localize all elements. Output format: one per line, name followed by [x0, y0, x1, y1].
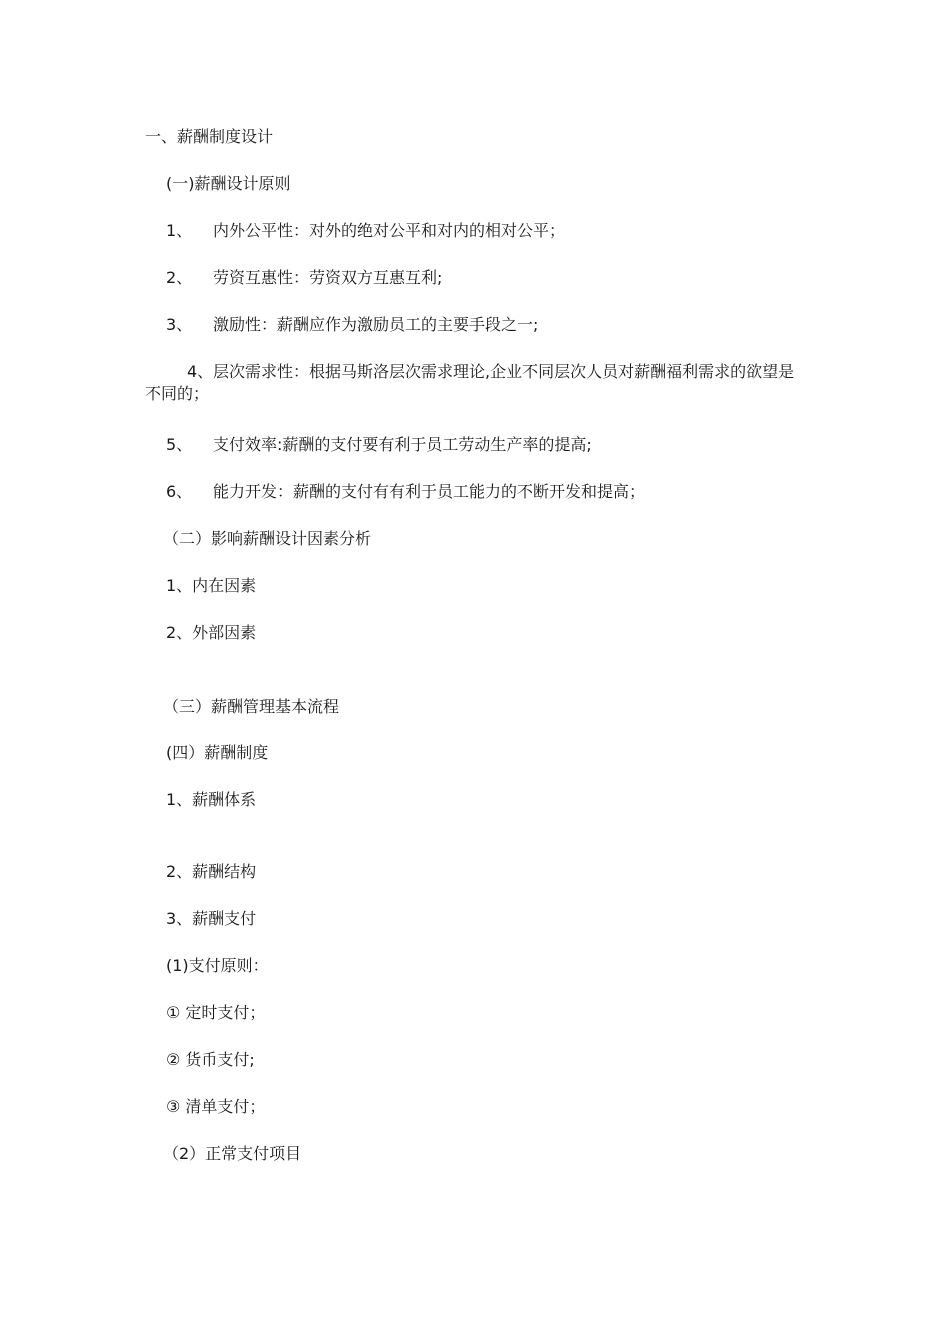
item-text: 能力开发：薪酬的支付有有利于员工能力的不断开发和提高； — [213, 482, 646, 501]
item-text: 层次需求性：根据马斯洛层次需求理论,企业不同层次人员对薪酬福利需求的欲望是不同的； — [145, 362, 795, 403]
item-text: 激励性：薪酬应作为激励员工的主要手段之一; — [213, 315, 539, 334]
item-number: 1、 — [166, 221, 193, 240]
section4-title: (四）薪酬制度 — [166, 743, 269, 762]
list-item: 2、外部因素 — [166, 623, 257, 642]
list-item — [145, 361, 805, 405]
section2-title: （二）影响薪酬设计因素分析 — [163, 529, 372, 548]
list-item: ① 定时支付； — [166, 1003, 266, 1022]
item-number: 6、 — [166, 482, 193, 501]
list-item: 1、内在因素 — [166, 576, 257, 595]
list-item — [166, 314, 538, 336]
payment-principles-title: (1)支付原则： — [166, 956, 269, 975]
item-number: 2、 — [166, 268, 193, 287]
section3-title: （三）薪酬管理基本流程 — [163, 697, 340, 716]
item-text: 内外公平性：对外的绝对公平和对内的相对公平； — [213, 221, 566, 240]
document-heading: 一、薪酬制度设计 — [145, 127, 274, 146]
list-item: ③ 清单支付； — [166, 1097, 266, 1116]
list-item — [166, 481, 645, 503]
list-item: 3、薪酬支付 — [166, 909, 257, 928]
normal-payment-items-title: （2）正常支付项目 — [163, 1144, 302, 1163]
section1-title: (一)薪酬设计原则 — [166, 174, 291, 193]
list-item — [166, 267, 442, 289]
item-number: 4、 — [187, 362, 214, 381]
list-item: 2、薪酬结构 — [166, 862, 257, 881]
list-item — [166, 434, 592, 456]
item-text: 劳资互惠性：劳资双方互惠互利; — [213, 268, 443, 287]
item-number: 3、 — [166, 315, 193, 334]
list-item — [166, 220, 565, 242]
list-item: 1、薪酬体系 — [166, 790, 257, 809]
item-number: 5、 — [166, 435, 193, 454]
item-text: 支付效率:薪酬的支付要有利于员工劳动生产率的提高; — [213, 435, 592, 454]
list-item: ② 货币支付; — [166, 1050, 255, 1069]
